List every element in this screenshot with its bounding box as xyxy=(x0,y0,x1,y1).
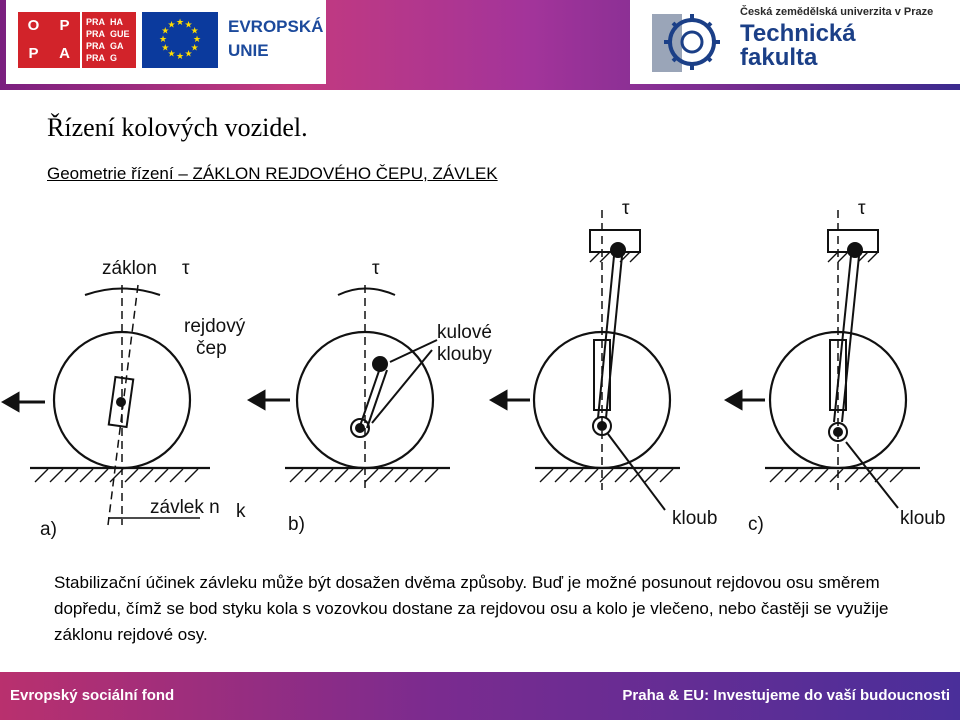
footer-left: Evropský sociální fond xyxy=(10,687,175,704)
slide-subtitle: Geometrie řízení – ZÁKLON REJDOVÉHO ČEPU, ZÁVLEK xyxy=(47,164,498,183)
svg-text:★: ★ xyxy=(175,52,185,62)
oppa-letter: A xyxy=(59,45,70,62)
label-rejdovy: rejdový xyxy=(184,316,246,337)
label-klouby: klouby xyxy=(437,344,492,365)
eu-text xyxy=(228,15,323,63)
svg-text:★: ★ xyxy=(161,43,170,54)
label-tau: τ xyxy=(182,258,190,279)
eu-text-line: UNIE xyxy=(228,41,269,60)
label-kloub-c2: kloub xyxy=(900,508,946,529)
label-zavlek-subscript: k xyxy=(236,501,246,522)
footer-right: Praha & EU: Investujeme do vaší budoucnosti xyxy=(622,687,950,704)
label-zaklon: záklon xyxy=(102,258,157,279)
label-a: a) xyxy=(40,519,57,540)
praha-text: HA xyxy=(110,17,123,27)
oppa-letter: P xyxy=(28,45,39,62)
praha-text: PRA xyxy=(86,53,106,63)
svg-text:★: ★ xyxy=(161,26,170,37)
label-tau: τ xyxy=(858,198,866,219)
svg-text:★: ★ xyxy=(167,20,176,31)
label-cep: čep xyxy=(196,338,227,359)
label-kloub-c1: kloub xyxy=(672,508,718,529)
oppa-letter: O xyxy=(27,17,40,34)
label-b: b) xyxy=(288,514,305,535)
eu-text-line: EVROPSKÁ xyxy=(228,17,324,36)
faculty-name xyxy=(740,22,856,70)
praha-logo xyxy=(82,12,136,68)
praha-text: G xyxy=(110,53,118,63)
faculty-gear-icon xyxy=(648,8,728,80)
oppa-letter: P xyxy=(59,17,70,34)
svg-text:★: ★ xyxy=(192,35,202,45)
svg-text:★: ★ xyxy=(190,43,199,54)
eu-flag-icon xyxy=(142,12,218,68)
svg-text:★: ★ xyxy=(175,18,185,28)
label-c: c) xyxy=(748,514,764,535)
footer-band xyxy=(0,672,960,720)
svg-text:★: ★ xyxy=(167,49,176,60)
praha-text: PRA xyxy=(86,41,106,51)
steering-geometry-figure xyxy=(0,190,960,560)
faculty-line: fakulta xyxy=(740,44,818,71)
label-zavlek: závlek n xyxy=(150,497,220,518)
header-logos-left xyxy=(6,0,326,84)
faculty-line: Technická xyxy=(740,20,856,47)
svg-text:★: ★ xyxy=(190,26,199,37)
label-kulove: kulové xyxy=(437,322,492,343)
praha-text: PRA xyxy=(86,29,106,39)
slide-title: Řízení kolových vozidel. xyxy=(47,113,308,142)
svg-text:★: ★ xyxy=(184,20,193,31)
oppa-logo xyxy=(18,12,80,68)
label-tau: τ xyxy=(622,198,630,219)
svg-text:★: ★ xyxy=(158,35,168,45)
label-tau: τ xyxy=(372,258,380,279)
svg-text:★: ★ xyxy=(184,49,193,60)
header-band xyxy=(0,0,960,90)
praha-text: GA xyxy=(110,41,124,51)
praha-text: PRA xyxy=(86,17,106,27)
praha-text: GUE xyxy=(110,29,130,39)
university-name: Česká zemědělská univerzita v Praze xyxy=(740,6,934,18)
body-paragraph: Stabilizační účinek závleku může být dosažen dvěma způsoby. Buď je možné posunout rejdovou osu směrem dopředu, čímž se bod styku kola s vozovkou dostane za rejdovou osu a kolo je vlečeno, nebo častěji se využije záklonu rejdové osy. xyxy=(54,573,889,644)
